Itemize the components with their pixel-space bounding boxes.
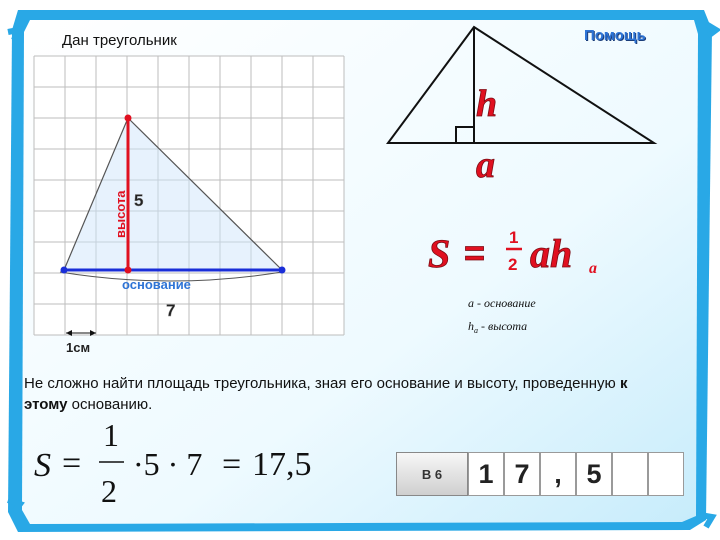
base-value: 7 — [166, 301, 176, 320]
legend-h: $h_a$ - высота — [468, 319, 528, 335]
calc-eq1: = — [62, 445, 82, 482]
calc-den: 2 — [101, 473, 117, 509]
formula-num: 1 — [509, 228, 519, 247]
statement-text-end: основанию. — [67, 396, 153, 413]
answer-cells — [468, 452, 684, 496]
unit-label: 1см — [66, 340, 91, 355]
height-label: высота — [113, 190, 128, 238]
calc-S: S — [34, 447, 51, 484]
calc-eq2: = — [222, 446, 242, 483]
calc-num: 1 — [103, 417, 119, 453]
height-value: 5 — [134, 191, 144, 210]
answer-box — [396, 452, 684, 496]
formula-eq: = — [464, 232, 486, 273]
answer-cell[interactable]: 7 — [504, 452, 540, 496]
answer-cell[interactable] — [648, 452, 684, 496]
answer-cell[interactable]: , — [540, 452, 576, 496]
page-title: Дан треугольник — [62, 32, 177, 49]
ref-a-label: a — [476, 144, 495, 186]
statement-text: Не сложно найти площадь треугольника, зная его основание и высоту, проведенную — [24, 375, 620, 392]
help-button[interactable]: Помощь — [584, 27, 646, 44]
statement-emphasis: к этому — [24, 375, 628, 413]
base-label: основание — [122, 277, 191, 292]
ref-h-label: h — [476, 83, 498, 125]
formula-ah: ah — [530, 231, 573, 276]
answer-cell[interactable] — [612, 452, 648, 496]
calc-result: 17,5 — [252, 446, 312, 483]
formula-sub: a — [589, 260, 597, 277]
formula-den: 2 — [508, 255, 518, 274]
legend-a: a - основание — [468, 296, 536, 310]
calc-product: ·5 · 7 — [133, 446, 203, 482]
answer-cell[interactable]: 1 — [468, 452, 504, 496]
formula-S: S — [428, 231, 451, 276]
answer-button[interactable]: В 6 — [396, 452, 468, 496]
answer-cell[interactable]: 5 — [576, 452, 612, 496]
